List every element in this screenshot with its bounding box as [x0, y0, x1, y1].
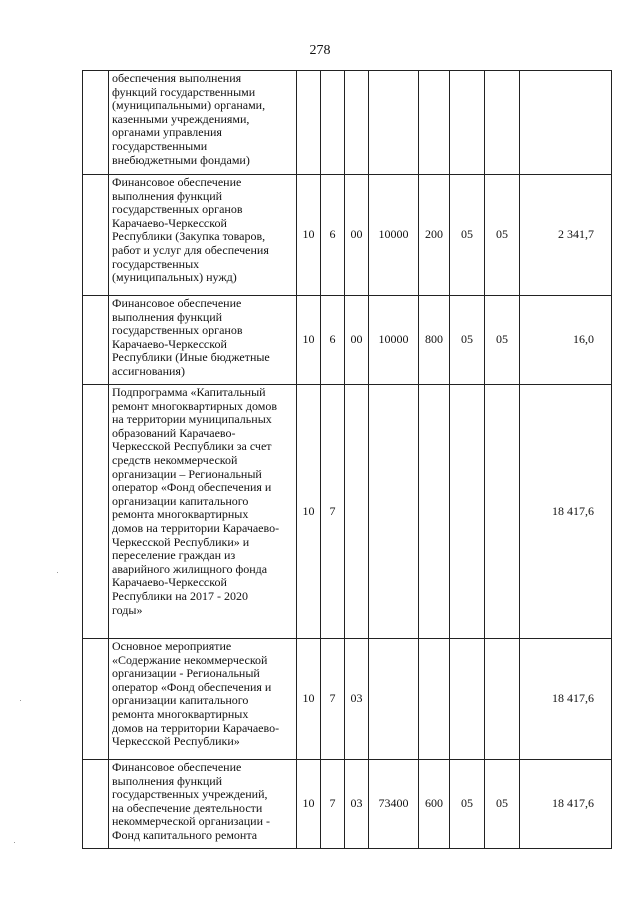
- code-cell-c4: 73400: [369, 760, 419, 849]
- item-name-line: государственных: [112, 256, 200, 271]
- code-cell-c2: 7: [321, 639, 345, 760]
- item-name-line: на территории муниципальных: [112, 412, 272, 427]
- code-cell-c3: [345, 385, 369, 639]
- item-name-line: Карачаево-Черкесской: [112, 575, 227, 590]
- code-cell-c5: 600: [419, 760, 450, 849]
- item-name-line: организации – Региональный: [112, 466, 262, 481]
- table-row: [83, 385, 612, 639]
- page-number: 278: [309, 43, 331, 58]
- code-cell-c1: 10: [297, 760, 321, 849]
- item-name-line: государственными: [112, 138, 208, 153]
- code-cell-c6: [450, 71, 485, 175]
- code-cell-c1: [297, 71, 321, 175]
- item-name-cell: [109, 760, 297, 849]
- code-cell-c2: 6: [321, 175, 345, 296]
- item-name-line: государственных учреждений,: [112, 787, 268, 802]
- amount-cell: 2 341,7: [520, 175, 612, 296]
- code-cell-c6: [450, 639, 485, 760]
- item-name-line: Подпрограмма «Капитальный: [112, 385, 266, 399]
- item-name-line: Черкесской Республики»: [112, 734, 240, 749]
- item-name-line: казенными учреждениями,: [112, 111, 250, 126]
- table-row: [83, 760, 612, 849]
- scan-speck: [14, 842, 15, 843]
- table-row: [83, 296, 612, 385]
- item-name-cell: [109, 71, 297, 175]
- code-cell-c1: 10: [297, 175, 321, 296]
- item-name-line: образований Карачаево-: [112, 425, 236, 440]
- code-cell-c1: 10: [297, 385, 321, 639]
- item-name-line: на обеспечение деятельности: [112, 800, 263, 815]
- item-name-line: Фонд капитального ремонта: [112, 827, 258, 842]
- item-name-line: организации капитального: [112, 493, 249, 508]
- amount-cell: 16,0: [520, 296, 612, 385]
- item-name-cell: [109, 175, 297, 296]
- item-name-line: некоммерческой организации -: [112, 814, 271, 829]
- code-cell-c6: 05: [450, 175, 485, 296]
- item-name-line: Республики на 2017 - 2020: [112, 588, 248, 603]
- row-number-cell: [83, 296, 109, 385]
- item-name-line: организации капитального: [112, 693, 249, 708]
- code-cell-c3: [345, 71, 369, 175]
- code-cell-c1: 10: [297, 296, 321, 385]
- code-cell-c7: 05: [485, 760, 520, 849]
- item-name-line: ремонта многоквартирных: [112, 706, 249, 721]
- code-cell-c7: [485, 71, 520, 175]
- item-name-cell: [109, 385, 297, 639]
- table-row: [83, 639, 612, 760]
- row-number-cell: [83, 385, 109, 639]
- code-cell-c6: 05: [450, 760, 485, 849]
- item-name-line: домов на территории Карачаево-: [112, 520, 280, 535]
- item-name-line: переселение граждан из: [112, 548, 236, 563]
- item-name-line: ремонта многоквартирных: [112, 507, 249, 522]
- row-number-cell: [83, 71, 109, 175]
- code-cell-c4: 10000: [369, 175, 419, 296]
- item-name-line: домов на территории Карачаево-: [112, 720, 280, 735]
- item-name-line: Финансовое обеспечение: [112, 296, 242, 310]
- amount-cell: 18 417,6: [520, 639, 612, 760]
- item-name-line: внебюджетными фондами): [112, 152, 250, 167]
- budget-table: [82, 70, 612, 849]
- item-name-line: обеспечения выполнения: [112, 71, 242, 85]
- item-name-line: государственных органов: [112, 323, 243, 338]
- item-name-line: годы»: [112, 602, 143, 617]
- amount-cell: 18 417,6: [520, 385, 612, 639]
- item-name-line: Финансовое обеспечение: [112, 760, 242, 774]
- amount-cell: 18 417,6: [520, 760, 612, 849]
- row-number-cell: [83, 760, 109, 849]
- item-name-line: выполнения функций: [112, 188, 223, 203]
- item-name-line: органами управления: [112, 125, 222, 140]
- item-name-line: «Содержание некоммерческой: [112, 652, 268, 667]
- code-cell-c1: 10: [297, 639, 321, 760]
- amount-cell: [520, 71, 612, 175]
- item-name-cell: [109, 296, 297, 385]
- item-name-line: Карачаево-Черкесской: [112, 336, 227, 351]
- code-cell-c6: [450, 385, 485, 639]
- code-cell-c3: 00: [345, 296, 369, 385]
- code-cell-c5: [419, 385, 450, 639]
- item-name-line: Финансовое обеспечение: [112, 175, 242, 189]
- item-name-line: Карачаево-Черкесской: [112, 215, 227, 230]
- item-name-line: средств некоммерческой: [112, 452, 238, 467]
- code-cell-c4: 10000: [369, 296, 419, 385]
- code-cell-c3: 03: [345, 760, 369, 849]
- item-name-line: Основное мероприятие: [112, 639, 232, 653]
- item-name-line: выполнения функций: [112, 773, 223, 788]
- row-number-cell: [83, 175, 109, 296]
- item-name-line: (муниципальными) органами,: [112, 98, 266, 113]
- item-name-line: оператор «Фонд обеспечения и: [112, 679, 272, 694]
- item-name-line: оператор «Фонд обеспечения и: [112, 480, 272, 495]
- code-cell-c5: 800: [419, 296, 450, 385]
- item-name-line: функций государственными: [112, 84, 256, 99]
- row-number-cell: [83, 639, 109, 760]
- code-cell-c7: 05: [485, 175, 520, 296]
- item-name-line: выполнения функций: [112, 309, 223, 324]
- item-name-line: организации - Региональный: [112, 666, 260, 681]
- code-cell-c2: 7: [321, 385, 345, 639]
- code-cell-c4: [369, 639, 419, 760]
- code-cell-c4: [369, 71, 419, 175]
- code-cell-c4: [369, 385, 419, 639]
- code-cell-c2: 7: [321, 760, 345, 849]
- code-cell-c6: 05: [450, 296, 485, 385]
- code-cell-c7: 05: [485, 296, 520, 385]
- table-row: [83, 175, 612, 296]
- code-cell-c2: [321, 71, 345, 175]
- code-cell-c5: [419, 71, 450, 175]
- item-name-line: государственных органов: [112, 202, 243, 217]
- item-name-line: работ и услуг для обеспечения: [112, 242, 269, 257]
- table-row: [83, 71, 612, 175]
- code-cell-c5: 200: [419, 175, 450, 296]
- scan-speck: [20, 700, 21, 701]
- item-name-line: Республики (Иные бюджетные: [112, 350, 270, 365]
- code-cell-c3: 03: [345, 639, 369, 760]
- scan-speck: [57, 572, 58, 573]
- code-cell-c7: [485, 639, 520, 760]
- item-name-line: ремонт многоквартирных домов: [112, 398, 278, 413]
- item-name-line: Черкесской Республики за счет: [112, 439, 272, 454]
- item-name-line: Республики (Закупка товаров,: [112, 229, 266, 244]
- item-name-line: Черкесской Республики» и: [112, 534, 250, 549]
- code-cell-c5: [419, 639, 450, 760]
- code-cell-c2: 6: [321, 296, 345, 385]
- item-name-cell: [109, 639, 297, 760]
- item-name-line: ассигнования): [112, 363, 185, 378]
- item-name-line: аварийного жилищного фонда: [112, 561, 268, 576]
- code-cell-c3: 00: [345, 175, 369, 296]
- item-name-line: (муниципальных) нужд): [112, 270, 237, 285]
- code-cell-c7: [485, 385, 520, 639]
